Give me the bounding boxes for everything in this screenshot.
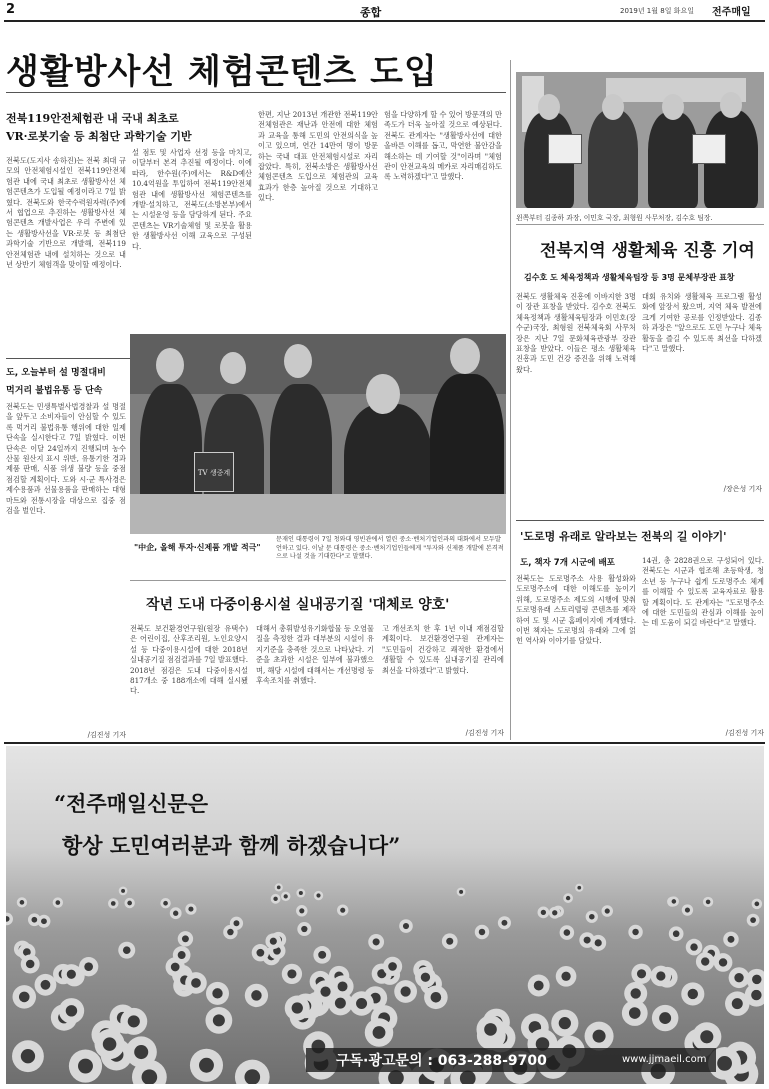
sunflower-center	[479, 929, 485, 935]
sunflower-center	[41, 918, 47, 924]
sunflower-center	[212, 988, 222, 998]
sunflower-center	[121, 889, 125, 893]
sunflower-center	[213, 1014, 225, 1026]
left-story-headline: 도, 오늘부터 설 명절대비	[6, 368, 106, 378]
sunflower-center	[459, 890, 463, 894]
sunflower-center	[688, 989, 698, 999]
sunflower-center	[182, 935, 189, 942]
air-story-byline: /김진성 기자	[465, 729, 504, 737]
sunflower-center	[84, 962, 93, 971]
air-story-col-2: 대해서 총휘발성유기화합물 등 오염물질을 측정한 결과 대부분의 시설이 유지기준을 충족한 것으로 나타났다. 기준을 초과한 시설은 일부에 불과했으며, 해당 시설에 대해서는 개선명령 등 후속조치를 취했다.	[256, 624, 374, 686]
sunflower-center	[577, 886, 581, 890]
sunflower-center	[632, 929, 638, 935]
sunflower-center	[719, 958, 727, 966]
air-story-col-3: 고 개선조치 한 후 1년 이내 재점검할 계획이다. 보건환경연구원 관계자는 "도민들이 건강하고 쾌적한 환경에서 생활할 수 있도록 실내공기질 관리에 최선을 다하겠다"고 밝혔다.	[382, 624, 504, 675]
sunflower-center	[277, 886, 281, 890]
top-story-col-4: 험을 다양하게 할 수 있어 방문객의 만족도가 더욱 높아질 것으로 예상된다. 전북도 관계자는 "생활방사선에 대한 올바른 이해를 돕고, 막연한 불안감을 해소하는 데 기여할 것"이라며 "체험관이 안전교육의 메카로 자리매김하도록 노력하겠다"고 말했다.	[384, 110, 502, 182]
air-story-top-rule	[130, 580, 506, 581]
air-story-col-1: 전북도 보건환경연구원(원장 유택수)은 어린이집, 산후조리원, 노인요양시설 등 다중이용시설에 대한 2018년 실내공기질 점검결과를 7일 발표했다. 2018년 점검은 도내 다중이용시설 817개소 중 188개소에 대해 실시됐다.	[130, 624, 248, 696]
sunflower-center	[227, 929, 234, 936]
award-photo	[516, 72, 764, 208]
sunflower-center	[752, 975, 761, 984]
sunflower-center	[233, 920, 239, 926]
sunflower-center	[292, 1002, 303, 1013]
road-story-col-2: 14권, 총 2828권으로 구성되어 있다. 전북도는 시군과 협조해 초등학생, 청소년 등 누구나 쉽게 도로명주소 체계를 이해할 수 있도록 교육자료로 활용할 계획이다. 도 관계자는 "도로명주소에 대한 도민들의 관심과 이해를 높이는 데 도움이 되길 바란다"고 말했다.	[642, 556, 764, 628]
sunflower-center	[700, 1030, 713, 1043]
left-story-byline: /김진성 기자	[87, 731, 126, 739]
sunflower-center	[750, 917, 756, 923]
road-story-subhead: 도, 책자 7개 시군에 배포	[520, 558, 615, 568]
sunflower-center	[690, 943, 697, 950]
top-story-headline: 생활방사선 체험콘텐츠 도입	[6, 52, 438, 92]
award-photo-caption: 왼쪽부터 김종하 과장, 이민호 국장, 최형원 사무처장, 김수호 팀장.	[516, 214, 713, 222]
sunflower-center	[595, 939, 602, 946]
sunflower-center	[340, 908, 345, 913]
sunflower-center	[373, 938, 380, 945]
sunflower-center	[56, 900, 61, 905]
sunflower-center	[273, 897, 277, 901]
road-story-top-rule	[516, 520, 764, 521]
sunflower-center	[251, 990, 261, 1000]
top-story-col-1: 전북도(도지사 송하진)는 전북 최대 규모의 안전체험시설인 전북119안전체험관 내에 국내 최초로 생활방사선 체험콘텐츠가 도입될 예정이라고 7일 밝혔다. 전북도와 한국수력원자력(주)에서 협업으로 추진하는 생활방사선 체험콘텐츠 개발사업은 우리 주변에 있는 생활방사선을 VR·로봇 등 최첨단 과학기술 기반으로 개발해, 전북119안전체험관 내에 설치하는 것으로 내년 상반기 체험객을 맞이할 예정이다.	[6, 156, 126, 270]
sunflower-center	[431, 992, 442, 1003]
sunflower-center	[123, 946, 131, 954]
sunflower-center	[301, 926, 307, 932]
sunflower-center	[163, 901, 168, 906]
sports-story-top-rule	[516, 224, 764, 225]
sunflower-center	[637, 969, 646, 978]
sunflower-center	[299, 908, 304, 913]
meeting-photo	[130, 334, 506, 534]
sunflower-center	[501, 920, 507, 926]
sunflower-center	[78, 1059, 93, 1074]
top-story-subhead-2: VR·로봇기술 등 최첨단 과학기술 기반	[6, 130, 192, 143]
sunflower-center	[171, 963, 180, 972]
sunflower-center	[403, 923, 409, 929]
sunflower-center	[191, 978, 201, 988]
sunflower-center	[566, 896, 570, 900]
road-story-byline: /김진성 기자	[725, 729, 764, 737]
top-story-subhead-1: 전북119안전체험관 내 국내 최초로	[6, 112, 179, 125]
sunflower-center	[421, 973, 430, 982]
sunflower-center	[373, 1026, 386, 1039]
left-story-subhead: 먹거리 불법유통 등 단속	[6, 386, 103, 396]
sunflower-center	[701, 957, 709, 965]
tv-badge: TV 생중계	[197, 469, 231, 477]
sunflower-center	[706, 900, 711, 905]
sports-story-col-1: 전북도 생활체육 진흥에 이바지한 3명이 장관 표창을 받았다. 김수호 전북도 체육정책과 생활체육팀장과 이민호(장수군)국장, 최형원 전북체육회 사무처장은 지난 7일 문화체육관광부 장관 표창을 받았다. 이들은 평소 생활체육 진흥과 도민 건강 증진을 위해 노력해 왔다.	[516, 292, 636, 374]
sunflower-center	[484, 1023, 497, 1036]
ad-phone: 구독·광고문의 : 063-288-9700	[336, 1053, 547, 1069]
sunflower-center	[134, 1045, 148, 1059]
sunflower-center	[316, 893, 320, 897]
desk	[130, 494, 506, 534]
sunflower-center	[31, 917, 37, 923]
sunflower-center	[631, 988, 641, 998]
sports-story-byline: /장은성 기자	[723, 485, 762, 493]
ad-line-2: 항상 도민여러분과 함께 하겠습니다”	[62, 833, 401, 858]
sunflower-center	[21, 1049, 35, 1063]
sunflower-center	[727, 936, 734, 943]
sunflower-center	[111, 901, 116, 906]
sunflower-center	[584, 937, 591, 944]
tv-badge-box	[194, 452, 234, 492]
sunflower-center	[270, 938, 277, 945]
sports-story-headline: 전북지역 생활체육 진흥 기여	[540, 241, 755, 261]
sunflower-center	[751, 990, 761, 1000]
sunflower-center	[199, 1058, 214, 1073]
sunflower-center	[19, 992, 30, 1003]
ad-line-1: “전주매일신문은	[54, 791, 209, 816]
sunflower-center	[593, 1030, 606, 1043]
sunflower-center	[754, 902, 759, 907]
sunflower-center	[26, 960, 35, 969]
sunflower-center	[335, 998, 346, 1009]
issue-date: 2019년 1월 8일 화요일	[620, 7, 694, 15]
sunflower-center	[561, 972, 570, 981]
sunflower-center	[66, 1005, 77, 1016]
sunflower-center	[629, 1007, 641, 1019]
sunflower-center	[685, 907, 690, 912]
meeting-caption-title: "中企, 올해 투자·신제품 개발 적극"	[134, 543, 261, 552]
left-story-body: 전북도는 민생특별사법경찰과 설 명절을 앞두고 소비자들이 안심할 수 있도록 먹거리 불법유통 행위에 대한 일제 단속을 실시한다고 7일 밝혔다. 이번 단속은 이달 24일까지 진행되며 농수산물 원산지 표시 위반, 유통기한 경과 제품 판매, 식품 위생 불량 등을 중점 점검할 계획이다. 도와 시·군 특사경은 제수용품과 선물용품을 판매하는 대형마트와 전통시장을 대상으로 집중 점검을 벌인다.	[6, 402, 126, 516]
column-divider	[510, 60, 511, 740]
sports-story-subhead: 김수호 도 체육정책과 생활체육팀장 등 3명 문체부장관 표창	[524, 273, 735, 282]
paper-name: 전주매일	[712, 7, 751, 18]
sunflower-center	[20, 900, 25, 905]
top-story-col-2: 설 점토 및 사업자 선정 등을 마치고, 이달부터 본격 추진될 예정이다. 이에 따라, 한수원(주)에서는 R&D예산 10.4억원을 투입하여 전북119안전체험관 내에 생활방사선 체험콘텐츠를 개발·설치하고, 전북도(소방본부)에서는 시설운영 등을 담당하게 된다. 주요콘텐츠는 VR기술체험 및 로봇을 활용한 생활방사선 이해 교육으로 구성된다.	[132, 148, 252, 251]
sunflower-center	[446, 938, 453, 945]
ad-banner	[6, 746, 764, 1084]
section-name: 종합	[360, 6, 382, 19]
certificate-frame	[692, 134, 726, 164]
road-story-headline: '도로명 유래로 알라보는 전북의 길 이야기'	[520, 530, 727, 543]
sunflower-center	[103, 1037, 117, 1051]
header-rule	[4, 20, 765, 22]
sunflower-center	[299, 891, 303, 895]
sunflower-center	[320, 987, 330, 997]
sports-story-col-2: 대회 유치와 생활체육 프로그램 활성화에 앞장서 왔으며, 지역 체육 발전에 크게 기여한 공로를 인정받았다. 김종하 과장은 "앞으로도 도민 누구나 체육활동을 즐길 수 있도록 최선을 다하겠다"고 말했다.	[642, 292, 762, 354]
meeting-caption-body: 문재인 대통령이 7일 청와대 영빈관에서 열린 중소·벤처기업인과의 대화에서 모두발언하고 있다. 이날 문 대통령은 중소·벤처기업인들에게 "투자와 신제품 개발에 본격적으로 나설 것을 기대한다"고 말했다.	[276, 536, 504, 561]
sunflower-center	[734, 973, 743, 982]
sunflower-center	[605, 908, 610, 913]
certificate-frame	[548, 134, 582, 164]
sunflower-center	[659, 1012, 671, 1024]
sunflower-center	[559, 1017, 571, 1029]
page-number: 2	[6, 2, 16, 17]
sunflower-center	[41, 980, 51, 990]
ad-website: www.jjmaeil.com	[622, 1054, 707, 1065]
sunflower-center	[534, 981, 544, 991]
sunflower-center	[541, 910, 546, 915]
air-story-headline: 작년 도내 다중이용시설 실내공기질 '대체로 양호'	[146, 597, 450, 613]
sunflower-center	[318, 951, 326, 959]
sunflower-center	[732, 998, 743, 1009]
sunflower-center	[717, 1056, 732, 1071]
sunflower-center	[673, 930, 680, 937]
sunflower-center	[173, 911, 178, 916]
sunflower-center	[388, 962, 397, 971]
sunflower-center	[127, 901, 132, 906]
sunflower-center	[67, 970, 76, 979]
sunflower-center	[338, 981, 348, 991]
sunflower-center	[178, 951, 186, 959]
road-story-col-1: 전북도는 도로명주소 사용 활성화와 도로명주소에 대한 이해도를 높이기 위해, 도로명주소 제도의 시행에 맞춰 도로명유래 스토리텔링 콘텐츠를 제작하여 도 및 시군 홈페이지에 게재했다. 이번 책자는 도로명의 유래와 그에 얽힌 역사와 이야기를 담았다.	[516, 574, 636, 646]
sunflower-center	[672, 899, 677, 904]
sunflower-center	[400, 986, 410, 996]
top-story-rule	[6, 92, 506, 93]
sunflower-center	[656, 971, 665, 980]
top-story-col-3: 한편, 지난 2013년 개관한 전북119안전체험관은 재난과 안전에 대한 체험과 교육을 통해 도민의 안전의식을 높이고 있으며, 연간 14만여 명이 방문하는 국내 대표 안전체험시설로 자리 잡았다. 특히, 전북소방은 생활방사선 체험콘텐츠 도입으로 체험관의 교육 효과가 한층 높아질 것으로 기대하고 있다.	[258, 110, 378, 203]
sunflower-center	[552, 910, 557, 915]
sunflower-center	[356, 998, 367, 1009]
sunflower-center	[589, 914, 595, 920]
sunflower-center	[284, 894, 288, 898]
ad-top-rule	[4, 742, 765, 744]
sunflower-center	[256, 949, 264, 957]
sunflower-center	[188, 907, 193, 912]
sunflower-center	[564, 929, 571, 936]
sunflower-center	[287, 969, 296, 978]
sunflower-center	[128, 1015, 140, 1027]
